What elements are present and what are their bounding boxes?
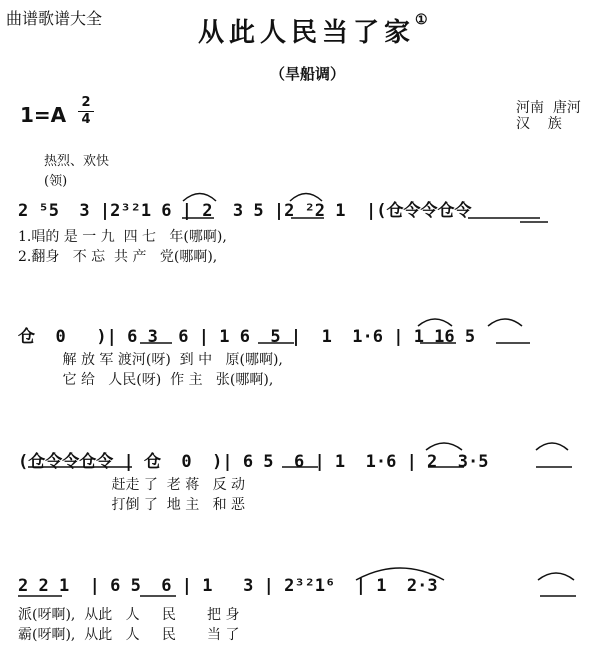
tempo-marking: 热烈、欢快 [44, 154, 110, 169]
song-subtitle: （旱船调） [270, 65, 346, 83]
key-signature: 1=A [20, 103, 67, 127]
slur-mark [538, 573, 574, 580]
origin-line-1: 河南 唐河 [516, 100, 581, 116]
system-3-notes: (仓令令仓令 | 仓 0 )| 6 5 6 | 1 1·6 | 2 3·5 [18, 452, 489, 472]
slur-mark [356, 568, 444, 580]
origin-line-2: 汉 族 [516, 116, 562, 132]
watermark: 曲谱歌谱大全 [6, 9, 103, 28]
slur-mark [426, 443, 462, 450]
slur-mark [290, 194, 322, 202]
song-title-text: 从此人民当了家 [198, 18, 416, 48]
slur-mark [488, 319, 522, 326]
voice-marking: (领) [44, 174, 68, 189]
system-2-verse-2: 它 给 人民(呀) 作 主 张(哪啊), [18, 372, 274, 388]
system-1-verse-1: 1.唱的 是 一 九 四 七 年(哪啊), [18, 229, 227, 245]
title-footnote-mark: ① [415, 12, 428, 28]
system-4-verse-2: 霸(呀啊), 从此 人 民 当 了 [18, 627, 240, 643]
system-2-verse-1: 解 放 军 渡河(呀) 到 中 原(哪啊), [18, 352, 283, 368]
slur-mark [536, 443, 568, 450]
system-2-notes: 仓 0 )| 6 3 6 | 1 6 5 | 1 1·6 | 1 16 5 [18, 327, 476, 347]
system-1-notes: 2 ⁵5 3 |2³²1 6 | 2 3 5 |2 ²2 1 |(仓令令仓令 [18, 201, 472, 221]
slur-mark [418, 319, 452, 326]
system-4-verse-1: 派(呀啊), 从此 人 民 把 身 [18, 607, 240, 623]
slur-mark [183, 194, 216, 202]
system-1-verse-2: 2.翻身 不 忘 共 产 党(哪啊), [18, 249, 218, 265]
time-signature-top: 2 [81, 95, 91, 110]
system-4-notes: 2 2 1 | 6 5 6 | 1 3 | 2³²1⁶ | 1 2·3 [18, 576, 438, 596]
system-3-verse-2: 打倒 了 地 主 和 恶 [18, 497, 246, 513]
time-signature-bottom: 4 [81, 112, 91, 127]
system-3-verse-1: 赶走 了 老 蒋 反 动 [18, 477, 246, 493]
